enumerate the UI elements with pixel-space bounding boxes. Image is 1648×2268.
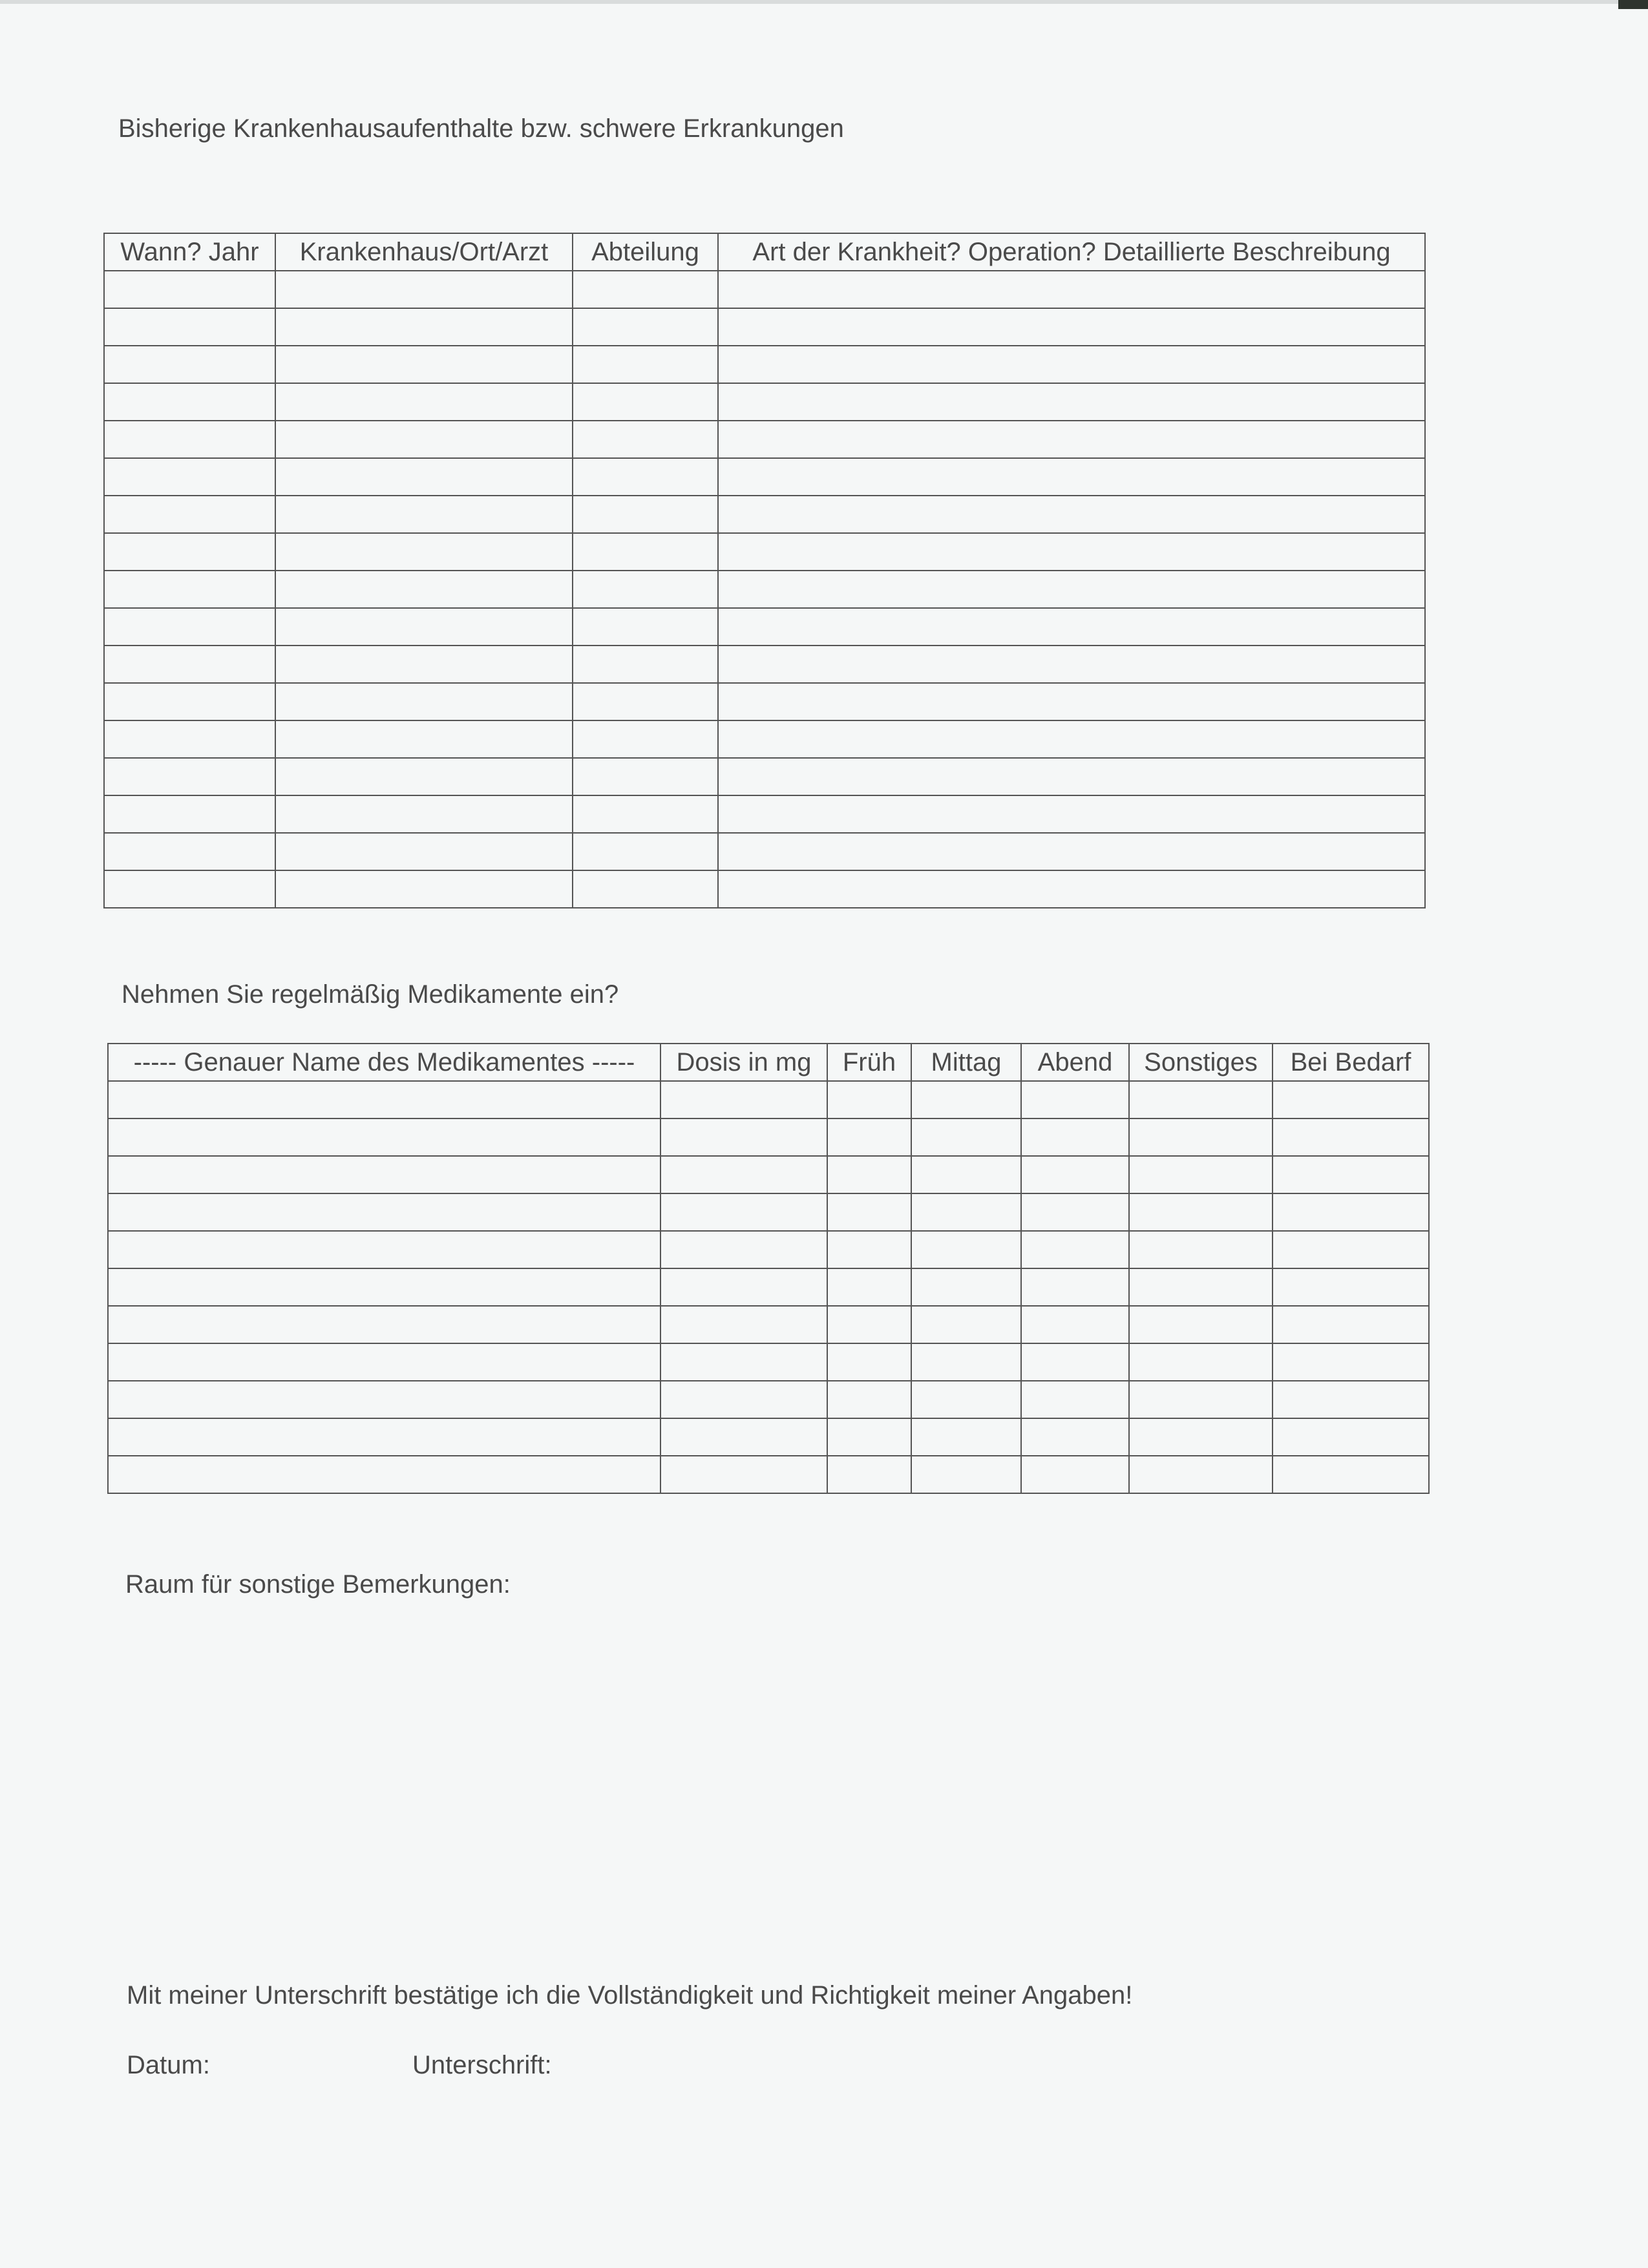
table-cell[interactable] <box>573 758 718 795</box>
column-header-hospital-place-doctor: Krankenhaus/Ort/Arzt <box>275 233 573 271</box>
table-cell[interactable] <box>660 1231 827 1268</box>
table-cell[interactable] <box>275 533 573 571</box>
table-cell[interactable] <box>573 571 718 608</box>
table-cell[interactable] <box>108 1156 660 1193</box>
table-cell[interactable] <box>827 1118 911 1156</box>
table-cell[interactable] <box>718 346 1425 383</box>
table-cell[interactable] <box>1273 1231 1429 1268</box>
table-cell[interactable] <box>104 496 275 533</box>
table-cell[interactable] <box>718 833 1425 870</box>
column-header-description: Art der Krankheit? Operation? Detaillierte Beschreibung <box>718 233 1425 271</box>
table-cell[interactable] <box>1129 1306 1273 1343</box>
table-cell[interactable] <box>660 1118 827 1156</box>
table-cell[interactable] <box>573 271 718 308</box>
table-cell[interactable] <box>275 496 573 533</box>
table-cell[interactable] <box>275 346 573 383</box>
table-cell[interactable] <box>573 608 718 646</box>
table-cell[interactable] <box>104 458 275 496</box>
table-row <box>108 1193 1429 1231</box>
table-cell[interactable] <box>1021 1193 1129 1231</box>
table-cell[interactable] <box>911 1193 1021 1231</box>
table-row <box>108 1456 1429 1493</box>
table-row <box>104 758 1425 795</box>
table-cell[interactable] <box>275 571 573 608</box>
medication-rows <box>108 1081 1429 1493</box>
table-cell[interactable] <box>827 1081 911 1118</box>
table-cell[interactable] <box>1021 1156 1129 1193</box>
table-cell[interactable] <box>1021 1306 1129 1343</box>
table-cell[interactable] <box>718 795 1425 833</box>
table-row <box>104 383 1425 421</box>
table-cell[interactable] <box>573 496 718 533</box>
table-cell[interactable] <box>718 870 1425 908</box>
table-cell[interactable] <box>1129 1193 1273 1231</box>
table-cell[interactable] <box>104 346 275 383</box>
table-cell[interactable] <box>104 795 275 833</box>
table-row <box>108 1231 1429 1268</box>
table-cell[interactable] <box>1129 1118 1273 1156</box>
table-cell[interactable] <box>827 1268 911 1306</box>
table-cell[interactable] <box>104 758 275 795</box>
table-cell[interactable] <box>1021 1456 1129 1493</box>
table-cell[interactable] <box>108 1381 660 1418</box>
table-cell[interactable] <box>1273 1418 1429 1456</box>
table-row <box>104 496 1425 533</box>
table-cell[interactable] <box>104 308 275 346</box>
table-cell[interactable] <box>573 646 718 683</box>
table-cell[interactable] <box>1273 1193 1429 1231</box>
date-field[interactable] <box>223 2047 385 2083</box>
table-cell[interactable] <box>104 720 275 758</box>
table-cell[interactable] <box>660 1081 827 1118</box>
table-row <box>104 608 1425 646</box>
hospital-history-rows <box>104 271 1425 908</box>
table-cell[interactable] <box>1021 1381 1129 1418</box>
table-cell[interactable] <box>275 870 573 908</box>
table-cell[interactable] <box>718 308 1425 346</box>
table-row <box>104 533 1425 571</box>
remarks-label: Raum für sonstige Bemerkungen: <box>125 1570 511 1599</box>
remarks-area[interactable] <box>125 1615 1424 1926</box>
table-cell[interactable] <box>1129 1156 1273 1193</box>
table-header-row <box>104 233 1425 271</box>
table-cell[interactable] <box>911 1306 1021 1343</box>
table-cell[interactable] <box>573 870 718 908</box>
table-cell[interactable] <box>827 1381 911 1418</box>
table-cell[interactable] <box>827 1456 911 1493</box>
table-cell[interactable] <box>1273 1343 1429 1381</box>
table-cell[interactable] <box>911 1081 1021 1118</box>
table-cell[interactable] <box>275 421 573 458</box>
table-cell[interactable] <box>108 1118 660 1156</box>
table-row <box>104 870 1425 908</box>
table-cell[interactable] <box>104 571 275 608</box>
table-cell[interactable] <box>718 533 1425 571</box>
table-cell[interactable] <box>275 833 573 870</box>
table-cell[interactable] <box>104 870 275 908</box>
table-cell[interactable] <box>660 1343 827 1381</box>
table-cell[interactable] <box>275 720 573 758</box>
table-cell[interactable] <box>275 271 573 308</box>
table-cell[interactable] <box>573 383 718 421</box>
table-cell[interactable] <box>275 383 573 421</box>
table-cell[interactable] <box>1273 1381 1429 1418</box>
table-row <box>108 1418 1429 1456</box>
date-label: Datum: <box>127 2051 210 2079</box>
table-cell[interactable] <box>660 1193 827 1231</box>
column-header-when-year: Wann? Jahr <box>104 233 275 271</box>
table-cell[interactable] <box>108 1456 660 1493</box>
table-cell[interactable] <box>1129 1268 1273 1306</box>
column-header-other: Sonstiges <box>1129 1044 1273 1081</box>
table-cell[interactable] <box>718 608 1425 646</box>
table-cell[interactable] <box>1129 1418 1273 1456</box>
table-cell[interactable] <box>911 1456 1021 1493</box>
table-row <box>104 833 1425 870</box>
table-cell[interactable] <box>718 458 1425 496</box>
table-cell[interactable] <box>1129 1456 1273 1493</box>
table-cell[interactable] <box>1273 1306 1429 1343</box>
table-row <box>108 1156 1429 1193</box>
column-header-evening: Abend <box>1021 1044 1129 1081</box>
table-cell[interactable] <box>1273 1456 1429 1493</box>
table-cell[interactable] <box>573 421 718 458</box>
table-cell[interactable] <box>1273 1268 1429 1306</box>
table-cell[interactable] <box>573 683 718 720</box>
table-cell[interactable] <box>1129 1231 1273 1268</box>
table-row <box>104 795 1425 833</box>
table-cell[interactable] <box>275 308 573 346</box>
table-cell[interactable] <box>1021 1118 1129 1156</box>
table-cell[interactable] <box>108 1306 660 1343</box>
table-row <box>104 458 1425 496</box>
hospital-section-title: Bisherige Krankenhausaufenthalte bzw. schwere Erkrankungen <box>118 114 844 143</box>
table-cell[interactable] <box>104 533 275 571</box>
table-cell[interactable] <box>573 833 718 870</box>
table-cell[interactable] <box>573 308 718 346</box>
table-cell[interactable] <box>104 383 275 421</box>
table-cell[interactable] <box>911 1118 1021 1156</box>
table-cell[interactable] <box>718 720 1425 758</box>
table-cell[interactable] <box>104 608 275 646</box>
table-row <box>104 646 1425 683</box>
table-row <box>104 308 1425 346</box>
table-cell[interactable] <box>911 1418 1021 1456</box>
table-cell[interactable] <box>108 1081 660 1118</box>
table-cell[interactable] <box>660 1306 827 1343</box>
table-cell[interactable] <box>573 346 718 383</box>
column-header-medication-name: ----- Genauer Name des Medikamentes ----- <box>108 1044 660 1081</box>
table-cell[interactable] <box>1273 1118 1429 1156</box>
signature-label: Unterschrift: <box>412 2051 552 2079</box>
table-cell[interactable] <box>275 683 573 720</box>
table-cell[interactable] <box>911 1231 1021 1268</box>
hospital-history-table <box>103 233 1426 908</box>
table-cell[interactable] <box>911 1343 1021 1381</box>
column-header-as-needed: Bei Bedarf <box>1273 1044 1429 1081</box>
table-row <box>104 720 1425 758</box>
table-row <box>108 1381 1429 1418</box>
table-row <box>108 1268 1429 1306</box>
table-row <box>104 346 1425 383</box>
table-cell[interactable] <box>1273 1081 1429 1118</box>
column-header-noon: Mittag <box>911 1044 1021 1081</box>
table-cell[interactable] <box>911 1268 1021 1306</box>
table-cell[interactable] <box>1129 1081 1273 1118</box>
table-cell[interactable] <box>108 1193 660 1231</box>
table-cell[interactable] <box>827 1156 911 1193</box>
table-cell[interactable] <box>660 1268 827 1306</box>
table-cell[interactable] <box>827 1343 911 1381</box>
table-cell[interactable] <box>108 1343 660 1381</box>
table-cell[interactable] <box>1273 1156 1429 1193</box>
table-cell[interactable] <box>1021 1231 1129 1268</box>
table-row <box>104 271 1425 308</box>
page-top-edge <box>0 0 1648 4</box>
table-cell[interactable] <box>660 1456 827 1493</box>
table-cell[interactable] <box>108 1231 660 1268</box>
table-header-row <box>108 1044 1429 1081</box>
table-row <box>108 1081 1429 1118</box>
table-cell[interactable] <box>911 1156 1021 1193</box>
table-cell[interactable] <box>718 646 1425 683</box>
table-cell[interactable] <box>660 1418 827 1456</box>
confirmation-text: Mit meiner Unterschrift bestätige ich die Vollständigkeit und Richtigkeit meiner Angaben! <box>127 1981 1133 2010</box>
table-cell[interactable] <box>1129 1343 1273 1381</box>
table-cell[interactable] <box>827 1231 911 1268</box>
table-cell[interactable] <box>275 758 573 795</box>
medication-question: Nehmen Sie regelmäßig Medikamente ein? <box>121 980 619 1009</box>
table-cell[interactable] <box>104 646 275 683</box>
table-cell[interactable] <box>104 271 275 308</box>
table-cell[interactable] <box>827 1193 911 1231</box>
table-cell[interactable] <box>1021 1268 1129 1306</box>
table-cell[interactable] <box>718 383 1425 421</box>
table-cell[interactable] <box>718 571 1425 608</box>
table-cell[interactable] <box>718 271 1425 308</box>
table-row <box>104 683 1425 720</box>
medication-table <box>107 1043 1430 1494</box>
table-row <box>108 1118 1429 1156</box>
table-row <box>108 1306 1429 1343</box>
scan-corner-mark <box>1618 0 1648 9</box>
table-cell[interactable] <box>573 533 718 571</box>
table-cell[interactable] <box>1021 1418 1129 1456</box>
table-cell[interactable] <box>573 795 718 833</box>
table-cell[interactable] <box>911 1381 1021 1418</box>
table-cell[interactable] <box>275 646 573 683</box>
table-cell[interactable] <box>108 1418 660 1456</box>
table-cell[interactable] <box>1021 1081 1129 1118</box>
table-row <box>104 421 1425 458</box>
table-cell[interactable] <box>718 683 1425 720</box>
table-cell[interactable] <box>104 833 275 870</box>
table-cell[interactable] <box>108 1268 660 1306</box>
table-cell[interactable] <box>1021 1343 1129 1381</box>
table-cell[interactable] <box>718 496 1425 533</box>
table-cell[interactable] <box>718 421 1425 458</box>
table-cell[interactable] <box>827 1418 911 1456</box>
column-header-dose-mg: Dosis in mg <box>660 1044 827 1081</box>
table-cell[interactable] <box>573 458 718 496</box>
table-row <box>104 571 1425 608</box>
table-cell[interactable] <box>660 1156 827 1193</box>
column-header-morning: Früh <box>827 1044 911 1081</box>
table-row <box>108 1343 1429 1381</box>
table-cell[interactable] <box>275 795 573 833</box>
table-cell[interactable] <box>573 720 718 758</box>
table-cell[interactable] <box>660 1381 827 1418</box>
table-cell[interactable] <box>104 683 275 720</box>
table-cell[interactable] <box>718 758 1425 795</box>
table-cell[interactable] <box>275 458 573 496</box>
table-cell[interactable] <box>275 608 573 646</box>
table-cell[interactable] <box>827 1306 911 1343</box>
signature-field[interactable] <box>575 2047 1157 2083</box>
column-header-department: Abteilung <box>573 233 718 271</box>
table-cell[interactable] <box>104 421 275 458</box>
table-cell[interactable] <box>1129 1381 1273 1418</box>
